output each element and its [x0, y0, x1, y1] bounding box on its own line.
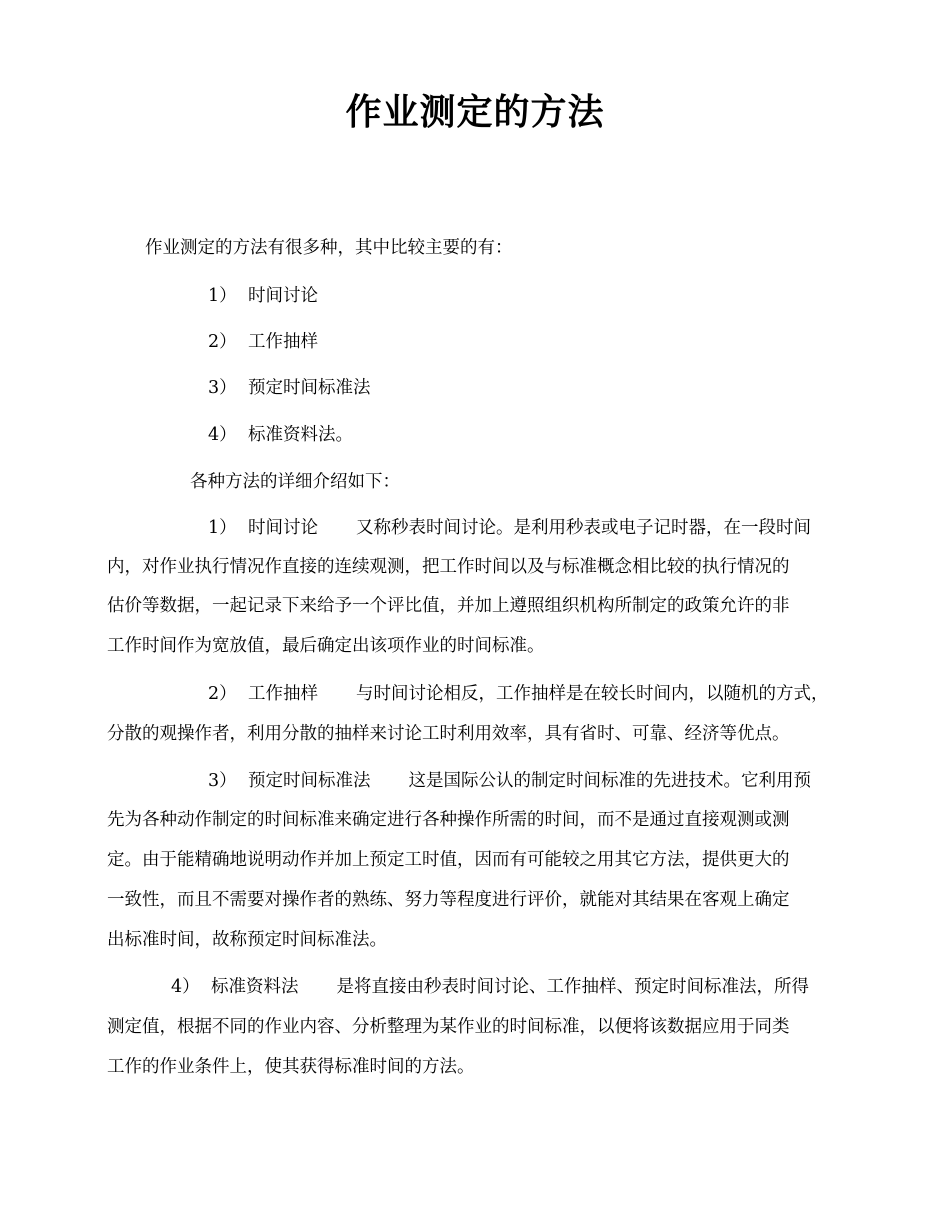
detail-2-line-2: 分散的观操作者，利用分散的抽样来讨论工时利用效率，具有省时、可靠、经济等优点。	[107, 724, 790, 744]
detail-3-line-4: 一致性，而且不需要对操作者的熟练、努力等程度进行评价，就能对其结果在客观上确定	[107, 890, 790, 910]
detail-4-first-line	[171, 975, 809, 999]
list-item-number: 1）	[208, 286, 237, 306]
detail-1-line-4: 工作时间作为宽放值，最后确定出该项作业的时间标准。	[107, 636, 545, 656]
list-item-label: 标准资料法。	[248, 425, 353, 445]
list-item-number: 2）	[208, 332, 237, 352]
detail-number: 1）	[208, 518, 237, 538]
methods-list-item-3	[208, 376, 371, 400]
intro-paragraph: 作业测定的方法有很多种，其中比较主要的有：	[145, 238, 513, 258]
list-item-label: 工作抽样	[248, 332, 318, 352]
methods-list-item-4	[208, 423, 353, 447]
detail-number: 3）	[208, 771, 237, 791]
detail-1-first-line	[208, 516, 811, 540]
list-item-label: 时间讨论	[248, 286, 318, 306]
detail-3-line-2: 先为各种动作制定的时间标准来确定进行各种操作所需的时间，而不是通过直接观测或测	[107, 810, 790, 830]
detail-text: 是将直接由秒表时间讨论、工作抽样、预定时间标准法，所得	[336, 977, 809, 997]
detail-text: 这是国际公认的制定时间标准的先进技术。它利用预	[408, 771, 811, 791]
detail-label: 预定时间标准法	[248, 771, 371, 791]
detail-label: 标准资料法	[211, 977, 299, 997]
detail-4-line-2: 测定值，根据不同的作业内容、分析整理为某作业的时间标准，以便将该数据应用于同类	[107, 1017, 790, 1037]
detail-text: 又称秒表时间讨论。是利用秒表或电子记时器，在一段时间	[356, 518, 811, 538]
methods-list-item-1	[208, 284, 318, 308]
document-title: 作业测定的方法	[345, 91, 605, 133]
details-heading: 各种方法的详细介绍如下：	[190, 472, 400, 492]
detail-2-first-line	[208, 682, 829, 706]
detail-label: 工作抽样	[248, 684, 318, 704]
detail-3-first-line	[208, 769, 811, 793]
list-item-label: 预定时间标准法	[248, 378, 371, 398]
detail-text: 与时间讨论相反，工作抽样是在较长时间内，以随机的方式，	[356, 684, 829, 704]
detail-1-line-3: 估价等数据，一起记录下来给予一个评比值，并加上遵照组织机构所制定的政策允许的非	[107, 596, 790, 616]
detail-number: 2）	[208, 684, 237, 704]
list-item-number: 3）	[208, 378, 237, 398]
detail-number: 4）	[171, 977, 200, 997]
methods-list-item-2	[208, 330, 318, 354]
list-item-number: 4）	[208, 425, 237, 445]
detail-1-line-2: 内，对作业执行情况作直接的连续观测，把工作时间以及与标准概念相比较的执行情况的	[107, 557, 790, 577]
detail-label: 时间讨论	[248, 518, 318, 538]
detail-3-line-5: 出标准时间，故称预定时间标准法。	[107, 930, 387, 950]
detail-4-line-3: 工作的作业条件上，使其获得标准时间的方法。	[107, 1057, 475, 1077]
detail-3-line-3: 定。由于能精确地说明动作并加上预定工时值，因而有可能较之用其它方法，提供更大的	[107, 850, 790, 870]
